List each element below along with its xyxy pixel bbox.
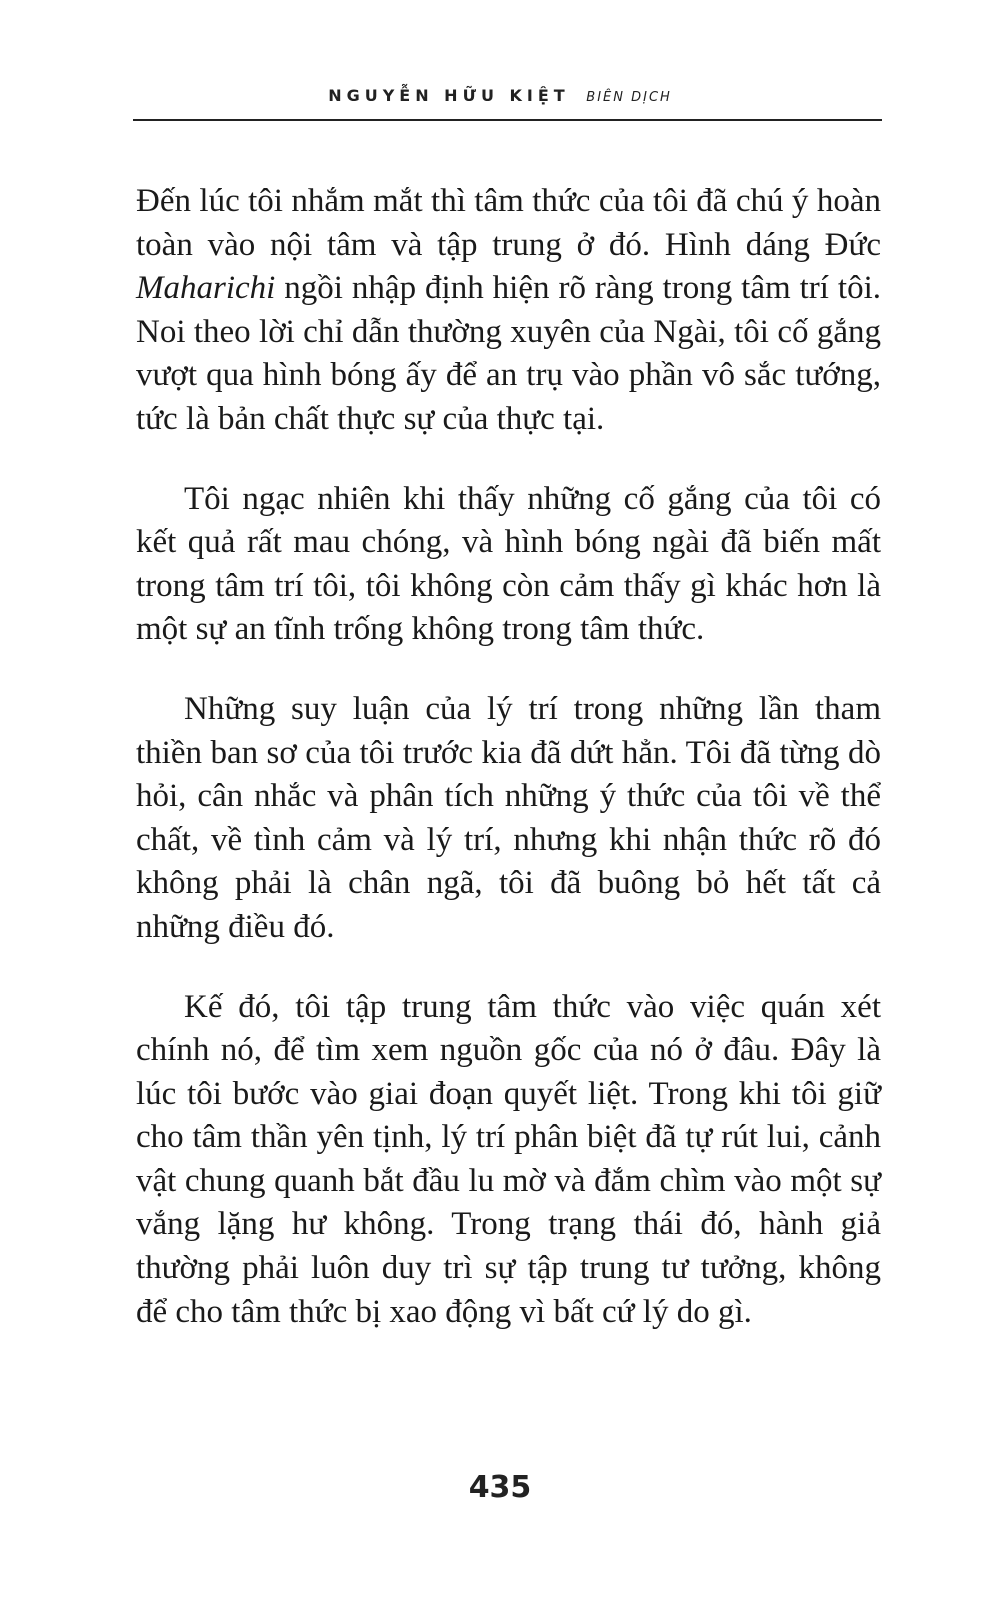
running-header [0, 86, 1000, 105]
paragraph-1-after: ngồi nhập định hiện rõ ràng trong tâm trí tôi. Noi theo lời chỉ dẫn thường xuyên của Ngài, tôi cố gắng vượt qua hình bóng ấy để an trụ vào phần vô sắc tướng, tức là bản chất thực sự của thực tại. [136, 270, 881, 437]
paragraph-4: Kế đó, tôi tập trung tâm thức vào việc quán xét chính nó, để tìm xem nguồn gốc của nó ở đâu. Đây là lúc tôi bước vào giai đoạn quyết liệt. Trong khi tôi giữ cho tâm thần yên tịnh, lý trí phân biệt đã tự rút lui, cảnh vật chung quanh bắt đầu lu mờ và đắm chìm vào một sự vắng lặng hư không. Trong trạng thái đó, hành giả thường phải luôn duy trì sự tập trung tư tưởng, không để cho tâm thức bị xao động vì bất cứ lý do gì. [136, 988, 881, 1330]
paragraph-3: Những suy luận của lý trí trong những lần tham thiền ban sơ của tôi trước kia đã dứt hẳn. Tôi đã từng dò hỏi, cân nhắc và phân tích những ý thức của tôi về thể chất, về tình cảm và lý trí, nhưng khi nhận thức rõ đó không phải là chân ngã, tôi đã buông bỏ hết tất cả những điều đó. [136, 690, 881, 945]
header-author: NGUYỄN HỮU KIỆT [328, 86, 570, 105]
paragraph-1 [136, 180, 881, 442]
paragraph-1-before: Đến lúc tôi nhắm mắt thì tâm thức của tôi đã chú ý hoàn toàn vào nội tâm và tập trung ở đó. Hình dáng Đức [136, 183, 881, 263]
header-rule [133, 119, 882, 121]
paragraph-2: Tôi ngạc nhiên khi thấy những cố gắng của tôi có kết quả rất mau chóng, và hình bóng ngài đã biến mất trong tâm trí tôi, tôi không còn cảm thấy gì khác hơn là một sự an tĩnh trống không trong tâm thức. [136, 480, 881, 648]
page-number: 435 [468, 1470, 532, 1505]
paragraph-1-emphasis: Maharichi [136, 270, 276, 307]
body-text [136, 180, 881, 1370]
header-role: BIÊN DỊCH [586, 90, 672, 105]
